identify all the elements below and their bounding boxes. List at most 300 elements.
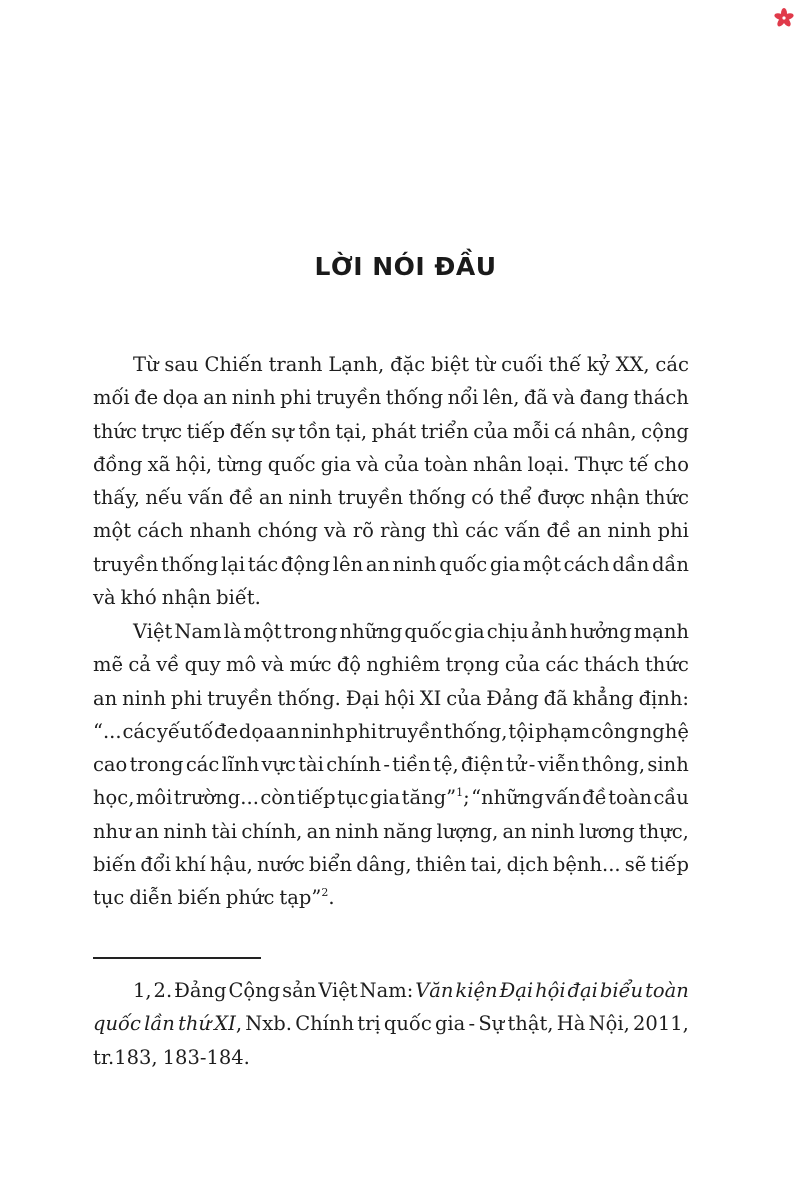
word bbox=[633, 1007, 689, 1040]
word bbox=[297, 781, 336, 814]
word bbox=[629, 448, 649, 481]
word bbox=[353, 514, 374, 547]
word bbox=[136, 781, 172, 814]
text: và bbox=[93, 586, 116, 610]
word bbox=[261, 748, 296, 781]
word bbox=[230, 415, 267, 448]
word bbox=[154, 974, 173, 1007]
text: thống bbox=[408, 486, 466, 510]
text: viễn bbox=[537, 753, 580, 777]
word bbox=[175, 448, 212, 481]
word bbox=[645, 648, 689, 681]
word bbox=[93, 682, 117, 715]
text: tiền bbox=[392, 753, 431, 777]
word bbox=[616, 348, 650, 381]
word bbox=[653, 781, 688, 814]
text: một bbox=[522, 552, 561, 576]
text-line bbox=[93, 715, 689, 748]
word bbox=[486, 682, 538, 715]
footnote-divider bbox=[93, 957, 261, 959]
text: truyền bbox=[315, 386, 382, 410]
text: thách bbox=[584, 653, 640, 677]
text-line bbox=[93, 648, 689, 681]
word bbox=[386, 381, 443, 414]
text: đề bbox=[546, 519, 571, 543]
text: phức bbox=[225, 886, 275, 910]
text-line bbox=[93, 514, 689, 547]
word bbox=[337, 648, 361, 681]
text: còn bbox=[260, 786, 296, 810]
red-flower-logo-icon bbox=[774, 8, 794, 28]
word bbox=[383, 748, 390, 781]
word bbox=[384, 448, 419, 481]
word bbox=[193, 715, 213, 748]
text: an bbox=[577, 519, 602, 543]
word bbox=[279, 881, 334, 914]
text: nếu bbox=[145, 486, 183, 510]
text: tế bbox=[628, 452, 649, 476]
word bbox=[214, 1007, 242, 1040]
word bbox=[478, 1007, 504, 1040]
text-line bbox=[93, 881, 689, 914]
word bbox=[337, 781, 368, 814]
text: các bbox=[122, 719, 156, 743]
word bbox=[527, 448, 569, 481]
text: nhân, bbox=[581, 419, 637, 443]
word bbox=[650, 848, 689, 881]
text: đề bbox=[228, 486, 254, 510]
text: quốc bbox=[93, 1012, 141, 1036]
word bbox=[465, 514, 498, 547]
word bbox=[508, 715, 534, 748]
word bbox=[384, 682, 415, 715]
word bbox=[546, 514, 570, 547]
word bbox=[582, 781, 606, 814]
text: gia bbox=[434, 1012, 466, 1036]
word bbox=[145, 481, 182, 514]
word bbox=[461, 748, 504, 781]
word bbox=[174, 974, 226, 1007]
text: 183-184. bbox=[162, 1045, 250, 1069]
word bbox=[217, 448, 262, 481]
text: một bbox=[93, 519, 132, 543]
word bbox=[309, 848, 352, 881]
word bbox=[360, 974, 414, 1007]
word bbox=[189, 514, 251, 547]
text: đến bbox=[229, 419, 267, 443]
text: trị bbox=[357, 1012, 381, 1036]
word bbox=[93, 1041, 158, 1074]
text: của bbox=[473, 419, 509, 443]
word bbox=[544, 682, 568, 715]
text: “... bbox=[93, 719, 122, 743]
word bbox=[575, 448, 624, 481]
word bbox=[122, 715, 155, 748]
text: Nxb. bbox=[245, 1012, 292, 1036]
text-line bbox=[93, 1007, 689, 1040]
text: ninh bbox=[231, 386, 276, 410]
word bbox=[346, 682, 380, 715]
word bbox=[244, 615, 282, 648]
text: công bbox=[591, 719, 639, 743]
word bbox=[513, 415, 550, 448]
word bbox=[298, 415, 330, 448]
text: độ bbox=[336, 653, 362, 677]
text: cầu bbox=[653, 786, 689, 810]
word bbox=[420, 682, 442, 715]
text: cách bbox=[137, 519, 184, 543]
word bbox=[537, 481, 585, 514]
word bbox=[658, 514, 689, 547]
text: quốc bbox=[267, 452, 316, 476]
text: điện bbox=[460, 753, 504, 777]
word bbox=[433, 748, 459, 781]
text: khí bbox=[175, 853, 206, 877]
word bbox=[579, 815, 635, 848]
text: tiếp bbox=[650, 853, 689, 877]
word bbox=[380, 514, 426, 547]
word bbox=[328, 348, 384, 381]
text: thấy, bbox=[93, 486, 140, 510]
word bbox=[133, 974, 152, 1007]
word bbox=[178, 881, 221, 914]
word bbox=[318, 974, 357, 1007]
word bbox=[471, 781, 544, 814]
word bbox=[163, 381, 199, 414]
word bbox=[93, 815, 131, 848]
text: rõ bbox=[352, 519, 374, 543]
text: thách bbox=[633, 386, 689, 410]
text: Chiến bbox=[204, 353, 263, 376]
word bbox=[424, 448, 468, 481]
text: toàn bbox=[424, 452, 468, 476]
word bbox=[600, 974, 643, 1007]
text: nổi bbox=[447, 386, 479, 410]
word bbox=[229, 481, 253, 514]
word bbox=[175, 848, 206, 881]
text: những bbox=[339, 620, 403, 643]
word bbox=[93, 415, 137, 448]
word bbox=[129, 881, 172, 914]
word bbox=[435, 1007, 465, 1040]
word bbox=[634, 615, 689, 648]
word bbox=[471, 481, 494, 514]
text: dần bbox=[612, 552, 650, 576]
word bbox=[557, 1007, 586, 1040]
text: thức bbox=[93, 419, 137, 443]
word bbox=[393, 548, 437, 581]
text-line bbox=[93, 682, 689, 715]
text: xã bbox=[147, 452, 171, 476]
text-line bbox=[93, 415, 689, 448]
text: ràng bbox=[380, 519, 427, 543]
text: biểu bbox=[599, 979, 644, 1002]
word bbox=[639, 682, 689, 715]
word bbox=[333, 548, 363, 581]
text-line bbox=[93, 615, 689, 648]
text: ninh bbox=[288, 486, 333, 510]
text: dần bbox=[652, 552, 689, 576]
word bbox=[612, 548, 649, 581]
word bbox=[402, 781, 470, 814]
word bbox=[290, 648, 332, 681]
word bbox=[257, 848, 305, 881]
text: trọng bbox=[445, 653, 500, 677]
word bbox=[507, 1007, 553, 1040]
word bbox=[641, 415, 689, 448]
word bbox=[584, 648, 640, 681]
footnote bbox=[93, 974, 689, 1074]
word bbox=[301, 715, 345, 748]
word bbox=[148, 448, 171, 481]
word bbox=[582, 748, 645, 781]
text: trường... bbox=[173, 786, 259, 810]
text: hội, bbox=[175, 452, 213, 476]
word bbox=[652, 548, 689, 581]
text: Hà bbox=[556, 1012, 586, 1036]
text-line bbox=[93, 815, 689, 848]
word bbox=[93, 514, 131, 547]
word bbox=[210, 848, 253, 881]
word bbox=[226, 648, 256, 681]
text: tử bbox=[506, 753, 527, 777]
text: lên bbox=[332, 552, 364, 576]
word bbox=[307, 815, 331, 848]
word bbox=[248, 548, 278, 581]
text: và bbox=[552, 386, 576, 410]
word bbox=[523, 548, 561, 581]
text: đồng bbox=[93, 452, 143, 476]
word bbox=[174, 615, 221, 648]
text-line bbox=[93, 781, 689, 814]
word bbox=[133, 348, 159, 381]
word bbox=[500, 974, 534, 1007]
text: và bbox=[356, 452, 379, 476]
word bbox=[437, 815, 499, 848]
word bbox=[501, 348, 543, 381]
text: vấn bbox=[504, 519, 541, 543]
text: an bbox=[93, 686, 118, 710]
word bbox=[93, 715, 122, 748]
text: mẽ bbox=[93, 653, 124, 677]
text: truyền bbox=[207, 686, 273, 710]
text-line bbox=[93, 748, 689, 781]
text: loại. bbox=[527, 452, 570, 476]
word bbox=[549, 348, 581, 381]
text: tăng” bbox=[401, 786, 457, 810]
text: các bbox=[465, 519, 499, 543]
text: lương bbox=[579, 819, 635, 843]
text-line bbox=[93, 481, 689, 514]
text-line bbox=[93, 848, 689, 881]
text: các bbox=[185, 753, 220, 777]
word bbox=[647, 748, 688, 781]
word bbox=[469, 1007, 476, 1040]
word bbox=[654, 448, 689, 481]
text: tạp” bbox=[279, 886, 322, 910]
word bbox=[185, 648, 221, 681]
text: hậu, bbox=[209, 853, 253, 877]
text: từ bbox=[474, 353, 496, 376]
text-line bbox=[93, 974, 689, 1007]
text: gia bbox=[489, 552, 521, 576]
text: thống. bbox=[277, 686, 341, 710]
word bbox=[608, 781, 652, 814]
text: năng bbox=[383, 819, 433, 843]
text: đã bbox=[543, 686, 568, 710]
word bbox=[573, 682, 634, 715]
text: vực bbox=[261, 753, 296, 777]
text: ninh bbox=[163, 819, 208, 843]
text: nhanh bbox=[189, 519, 252, 543]
text: tiếp bbox=[186, 419, 226, 443]
text: 2. bbox=[153, 979, 173, 1002]
text: lên, bbox=[482, 386, 520, 410]
word bbox=[531, 615, 568, 648]
text: hưởng bbox=[569, 620, 632, 643]
text: “những bbox=[471, 786, 544, 810]
word bbox=[245, 1007, 292, 1040]
text: chính, bbox=[241, 819, 303, 843]
text: thiên bbox=[415, 853, 467, 877]
text: đổi bbox=[140, 853, 172, 877]
text: định: bbox=[638, 686, 689, 710]
text: phi bbox=[170, 686, 203, 710]
text: dọa bbox=[238, 719, 275, 743]
text: thông, bbox=[581, 753, 646, 777]
word bbox=[568, 974, 598, 1007]
text: quốc bbox=[383, 1012, 432, 1036]
word bbox=[645, 481, 689, 514]
word bbox=[269, 348, 323, 381]
text: thức bbox=[644, 653, 689, 677]
text: hội bbox=[384, 686, 415, 710]
word bbox=[280, 381, 311, 414]
word bbox=[163, 815, 207, 848]
word bbox=[133, 615, 172, 648]
text: . bbox=[328, 886, 335, 910]
word bbox=[288, 481, 332, 514]
text: trong bbox=[129, 753, 184, 777]
word bbox=[93, 781, 134, 814]
word bbox=[222, 748, 260, 781]
word bbox=[221, 548, 245, 581]
word bbox=[356, 848, 411, 881]
text: ninh bbox=[530, 819, 575, 843]
text: biển bbox=[308, 853, 353, 877]
text: mối bbox=[93, 386, 130, 410]
word bbox=[475, 348, 495, 381]
text: như bbox=[93, 819, 131, 843]
text: nước bbox=[256, 853, 305, 877]
text: lĩnh bbox=[221, 753, 260, 777]
word bbox=[121, 581, 157, 614]
text: nghiêm bbox=[366, 653, 441, 677]
text: Từ bbox=[133, 353, 159, 376]
text: Nam: bbox=[359, 979, 414, 1002]
text: Nội, bbox=[588, 1012, 630, 1036]
word bbox=[232, 381, 276, 414]
text: XI bbox=[214, 1012, 236, 1036]
text: Đảng bbox=[174, 979, 227, 1002]
word bbox=[455, 974, 497, 1007]
text: an bbox=[306, 819, 331, 843]
text: cao bbox=[93, 753, 128, 777]
text: sinh bbox=[647, 753, 689, 777]
text: Đại bbox=[345, 686, 380, 710]
text: - bbox=[528, 753, 536, 777]
text: truyền bbox=[337, 486, 404, 510]
word bbox=[432, 514, 459, 547]
word bbox=[298, 748, 324, 781]
footnote-ref: 2 bbox=[321, 886, 329, 900]
text: tác bbox=[247, 552, 279, 576]
word bbox=[655, 348, 688, 381]
word bbox=[239, 715, 275, 748]
text: thể bbox=[499, 486, 532, 510]
text: Lạnh, bbox=[328, 353, 385, 376]
word bbox=[321, 448, 351, 481]
word bbox=[141, 415, 182, 448]
word bbox=[178, 1007, 211, 1040]
word bbox=[625, 848, 647, 881]
text: của bbox=[383, 452, 420, 476]
word bbox=[535, 974, 566, 1007]
text: phát bbox=[371, 419, 417, 443]
text: trực bbox=[141, 419, 183, 443]
text: chóng bbox=[257, 519, 318, 543]
word bbox=[324, 514, 347, 547]
footnote-ref: 1 bbox=[456, 786, 464, 800]
text: thứ bbox=[178, 1012, 212, 1036]
text: an bbox=[134, 819, 160, 843]
text: ninh bbox=[607, 519, 652, 543]
text: các bbox=[545, 653, 579, 677]
word bbox=[639, 815, 689, 848]
text: phi bbox=[657, 519, 689, 543]
word bbox=[645, 974, 689, 1007]
word bbox=[483, 381, 520, 414]
text: mức bbox=[289, 653, 332, 677]
word bbox=[590, 481, 639, 514]
text: diễn bbox=[129, 886, 173, 910]
text: các bbox=[655, 353, 689, 376]
word bbox=[340, 615, 403, 648]
word bbox=[216, 581, 261, 614]
word bbox=[408, 481, 465, 514]
text: ninh bbox=[122, 686, 167, 710]
text: truyền bbox=[93, 552, 159, 576]
word bbox=[535, 715, 590, 748]
word bbox=[531, 815, 575, 848]
word bbox=[122, 682, 166, 715]
word bbox=[507, 848, 549, 881]
text: toàn bbox=[608, 786, 652, 810]
word bbox=[366, 648, 440, 681]
text: dâng, bbox=[356, 853, 412, 877]
text: mạnh bbox=[633, 620, 689, 643]
word bbox=[144, 1007, 175, 1040]
word bbox=[262, 648, 285, 681]
word bbox=[93, 481, 140, 514]
word bbox=[281, 548, 330, 581]
word bbox=[93, 748, 127, 781]
word bbox=[538, 748, 580, 781]
word bbox=[524, 381, 548, 414]
word bbox=[487, 615, 529, 648]
word bbox=[545, 781, 581, 814]
word bbox=[370, 781, 400, 814]
